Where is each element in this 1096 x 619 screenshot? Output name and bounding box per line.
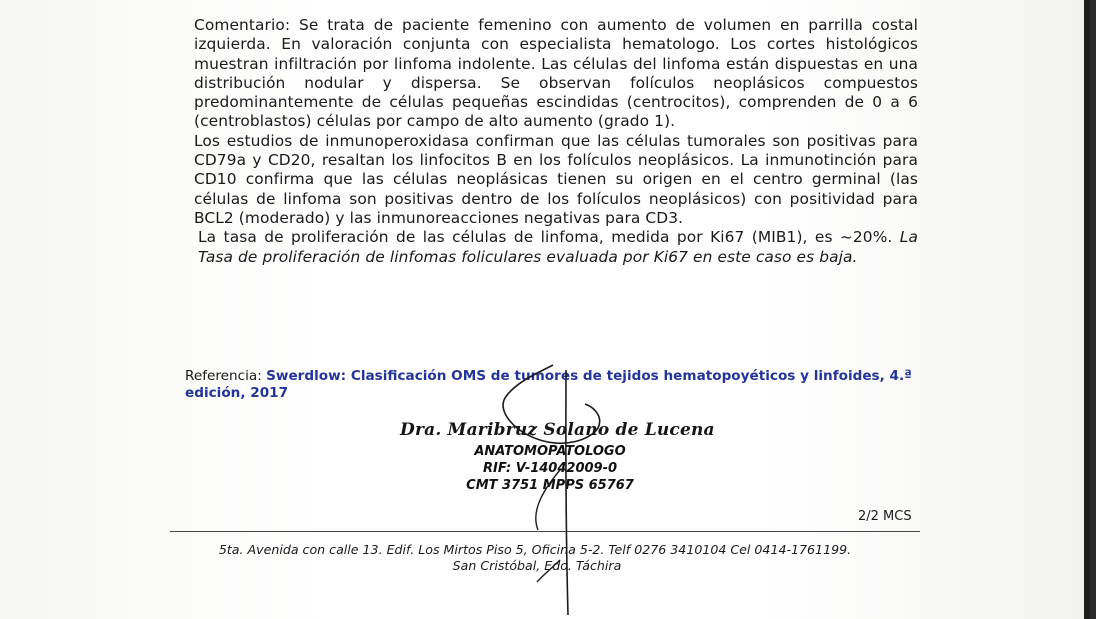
proliferation-text: La tasa de proliferación de las células de linfoma, medida por Ki67 (MIB1), es ~20%. [198,228,893,247]
footer-line-2: San Cristóbal, Edo. Táchira [452,558,622,573]
signature-stamp [410,443,690,494]
proliferation-conclusion: La Tasa de proliferación de linfomas foliculares evaluada por Ki67 en este caso es baja. [198,228,918,266]
stamp-rif: RIF: V-14042009-0 [482,461,618,476]
footer-line-1: 5ta. Avenida con calle 13. Edif. Los Mirtos Piso 5, Oficina 5-2. Telf 0276 3410104 Cel 0414-1761199. [218,542,852,557]
signature-name: Dra. Maribruz Solano de Lucena [400,420,715,440]
reference [185,368,915,401]
reference-label: Referencia: [185,368,262,384]
proliferation-paragraph [194,228,918,267]
paper-edge [1084,0,1090,619]
reference-title: Swerdlow: Clasificación OMS de tumores de tejidos hematopoyéticos y linfoides, 4.ª edición, 2017 [185,368,912,401]
footer-divider [170,531,920,532]
page-number: 2/2 MCS [858,509,912,524]
immunohistochemistry-paragraph: Los estudios de inmunoperoxidasa confirman que las células tumorales son positivas para CD79a y CD20, resaltan los linfocitos B en los folículos neoplásicos. La inmunotinción para CD10 confirma que las células neoplásicas tienen su origen en el centro germinal (las células de linfoma son positivas dentro de los folículos neoplásicos) con positividad para BCL2 (moderado) y las inmunoreacciones negativas para CD3. [194,131,918,227]
comment-paragraph: Comentario: Se trata de paciente femenino con aumento de volumen en parrilla costal izquierda. En valoración conjunta con especialista hematologo. Los cortes histológicos muestran infiltración por linfoma indolente. Las células del linfoma están dispuestas en una distribución nodular y dispersa. Se observan folículos neoplásicos compuestos predominantemente de células pequeñas escindidas (centrocitos), comprenden de 0 a 6 (centroblastos) células por campo de alto aumento (grado 1). [194,16,918,131]
stamp-role: ANATOMOPATOLOGO [474,444,626,459]
footer-address [170,542,900,574]
stamp-cmt: CMT 3751 MPPS 65767 [466,478,634,493]
report-body [194,16,918,267]
